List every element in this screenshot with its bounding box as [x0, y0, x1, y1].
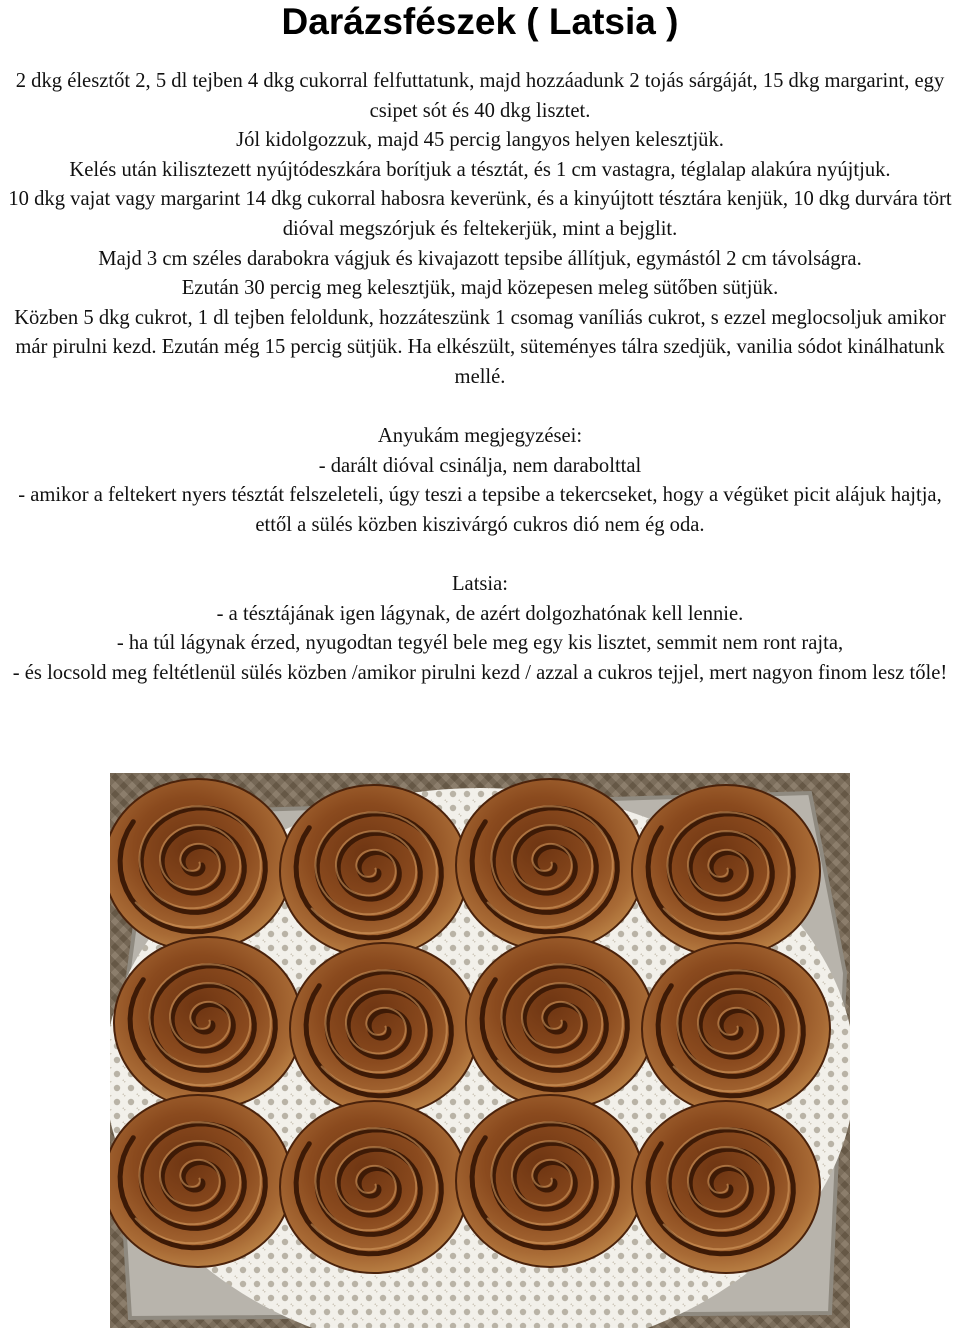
note-item: - amikor a feltekert nyers tésztát felszeleteli, úgy teszi a tepsibe a tekercseket, hogy a végüket picit alájuk hajtja, ettől a sülés közben kiszivárgó cukros dió nem ég oda.: [18, 484, 942, 536]
bun: [466, 937, 654, 1109]
recipe-photo: [110, 773, 850, 1328]
bun: [456, 1095, 644, 1267]
latsia-note-item: - a tésztájának igen lágynak, de azért dolgozhatónak kell lennie.: [216, 602, 744, 625]
bun: [290, 943, 478, 1115]
bun: [632, 785, 820, 957]
latsia-note-item: - és locsold meg feltétlenül sülés közben /amikor pirulni kezd / azzal a cukros tejjel, mert nagyon finom lesz tőle!: [12, 661, 948, 684]
buns-illustration: [110, 773, 850, 1328]
recipe-paragraph: Ezután 30 percig meg kelesztjük, majd közepesen meleg sütőben sütjük.: [181, 277, 779, 300]
bun: [632, 1101, 820, 1273]
recipe-paragraph: Kelés után kilisztezett nyújtódeszkára borítjuk a tésztát, és 1 cm vastagra, téglalap alakúra nyújtjuk.: [69, 158, 891, 181]
latsia-note-item: - ha túl lágynak érzed, nyugodtan tegyél bele meg egy kis lisztet, semmit nem ront rajta,: [116, 632, 844, 655]
bun: [110, 779, 292, 951]
buns: [110, 779, 830, 1273]
spacer: [0, 541, 960, 571]
latsia-heading: Latsia:: [451, 573, 509, 596]
recipe-paragraph: Jól kidolgozzuk, majd 45 percig langyos helyen kelesztjük.: [236, 129, 724, 152]
page-title: Darázsfészek ( Latsia ): [281, 1, 679, 42]
recipe-paragraph: Közben 5 dkg cukrot, 1 dl tejben feloldunk, hozzáteszünk 1 csomag vaníliás cukrot, s ezzel meglocsoljuk amikor már pirulni kezd. Ezután még 15 percig sütjük. Ha elkészült, süteményes tálra szedjük, vanilia sódot kinálhatunk mellé.: [14, 306, 946, 388]
recipe-paragraph: Majd 3 cm széles darabokra vágjuk és kivajazott tepsibe állítjuk, egymástól 2 cm távolságra.: [98, 247, 862, 270]
bun: [110, 1095, 292, 1267]
bun: [114, 937, 302, 1109]
bun: [280, 1101, 468, 1273]
recipe-paragraph: 10 dkg vajat vagy margarint 14 dkg cukorral habosra keverünk, és a kinyújtott tésztára kenjük, 10 dkg durvára tört dióval megszórjuk és feltekerjük, mint a bejglit.: [8, 188, 952, 240]
note-item: - darált dióval csinálja, nem darabolttal: [318, 454, 642, 477]
recipe-text: [0, 67, 960, 688]
notes-heading: Anyukám megjegyzései:: [377, 425, 583, 448]
recipe-paragraph: 2 dkg élesztőt 2, 5 dl tejben 4 dkg cukorral felfuttatunk, majd hozzáadunk 2 tojás sárgáját, 15 dkg margarint, egy csipet sót és 40 dkg lisztet.: [15, 70, 945, 122]
bun: [456, 779, 644, 951]
bun: [280, 785, 468, 957]
bun: [642, 943, 830, 1115]
spacer: [0, 393, 960, 423]
